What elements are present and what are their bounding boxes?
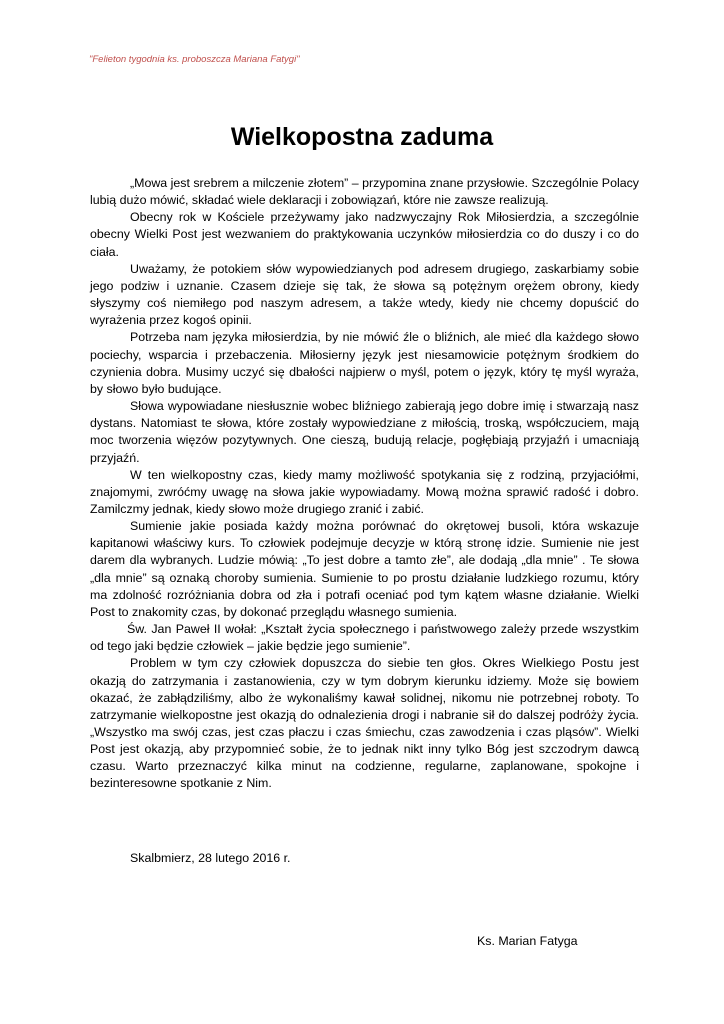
paragraph: Słowa wypowiadane niesłusznie wobec bliźniego zabierają jego dobre imię i stwarzają nasz dystans. Natomiast te słowa, które zostały wypowiedziane z miłością, troską, współczuciem, mają moc tworzenia więzów pozytywnych. One cieszą, budują relacje, pogłębiają przyjaźń i umacniają przyjaźń.: [90, 399, 639, 465]
paragraph: Problem w tym czy człowiek dopuszcza do siebie ten głos. Okres Wielkiego Postu jest okazją do zatrzymania i zastanowienia, czy w tym dobrym kierunku idziemy. Może się bowiem okazać, że zabłądziliśmy, albo że wykonaliśmy kawał solidnej, nikomu nie potrzebnej roboty. To zatrzymanie wielkopostne jest okazją do odnalezienia drogi i nabranie sił do dalszej podróży życia. „Wszystko ma swój czas, jest czas płaczu i czas śmiechu, czas zawodzenia i czas pląsów”. Wielki Post jest okazją, aby przypomnieć sobie, że to jednak nikt inny tylko Bóg jest szczodrym dawcą czasu. Warto przeznaczyć kilka minut na codzienne, regularne, zaplanowane, spokojne i bezinteresowne spotkanie z Nim.: [90, 656, 639, 791]
article-title: Wielkopostna zaduma: [230, 123, 494, 151]
place-and-date: Skalbmierz, 28 lutego 2016 r.: [130, 851, 291, 865]
paragraph: Uważamy, że potokiem słów wypowiedzianych pod adresem drugiego, zaskarbiamy sobie jego podziw i uznanie. Czasem dzieje się tak, że słowa są potężnym orężem obrony, kiedy słyszymy coś niemiłego pod naszym adresem, a także wtedy, kiedy nie chcemy dopuścić do wyrażenia przez kogoś opinii.: [90, 261, 639, 328]
paragraph: Potrzeba nam języka miłosierdzia, by nie mówić źle o bliźnich, ale mieć dla każdego słowo pociechy, wsparcia i przebaczenia. Miłosierny język jest niesamowicie potężnym środkiem do czynienia dobra. Musimy uczyć się dbałości najpierw o myśl, potem o język, który tę myśl wyraża, by słowo było budujące.: [90, 330, 639, 396]
article-body: [90, 175, 639, 793]
paragraph: Sumienie jakie posiada każdy można porównać do okrętowej busoli, która wskazuje kapitanowi właściwy kurs. To człowiek podejmuje decyzje w którą stronę idzie. Sumienie nie jest darem dla wybranych. Ludzie mówią: „To jest dobre a tamto złe”, ale dodają „dla mnie” . Te słowa „dla mnie” są oznaką choroby sumienia. Sumienie to po prostu działanie ludzkiego rozumu, który ma zdolność rozróżniania dobra od zła i potrafi oceniać pod tym kątem własne działanie. Wielki Post to znakomity czas, by dokonać przeglądu własnego sumienia.: [90, 519, 639, 619]
author-signature: Ks. Marian Fatyga: [477, 934, 578, 948]
paragraph: W ten wielkopostny czas, kiedy mamy możliwość spotykania się z rodziną, przyjaciółmi, znajomymi, zwróćmy uwagę na słowa jakie wypowiadamy. Mową można sprawić radość i dobro. Zamilczmy jednak, kiedy słowo może drugiego zranić i zabić.: [90, 467, 639, 516]
column-header-note: "Felieton tygodnia ks. proboszcza Mariana Fatygi": [89, 54, 300, 65]
paragraph: „Mowa jest srebrem a milczenie złotem” – przypomina znane przysłowie. Szczególnie Polacy lubią dużo mówić, składać wiele deklaracji i zobowiązań, które nie zawsze realizują.: [90, 176, 639, 208]
paragraph: Obecny rok w Kościele przeżywamy jako nadzwyczajny Rok Miłosierdzia, a szczególnie obecny Wielki Post jest wezwaniem do praktykowania uczynków miłosierdzia co do duszy i co do ciała.: [90, 210, 639, 259]
paragraph: Św. Jan Paweł II wołał: „Kształt życia społecznego i państwowego zależy przede wszystkim od tego jaki będzie człowiek – jakie będzie jego sumienie”.: [90, 622, 639, 654]
